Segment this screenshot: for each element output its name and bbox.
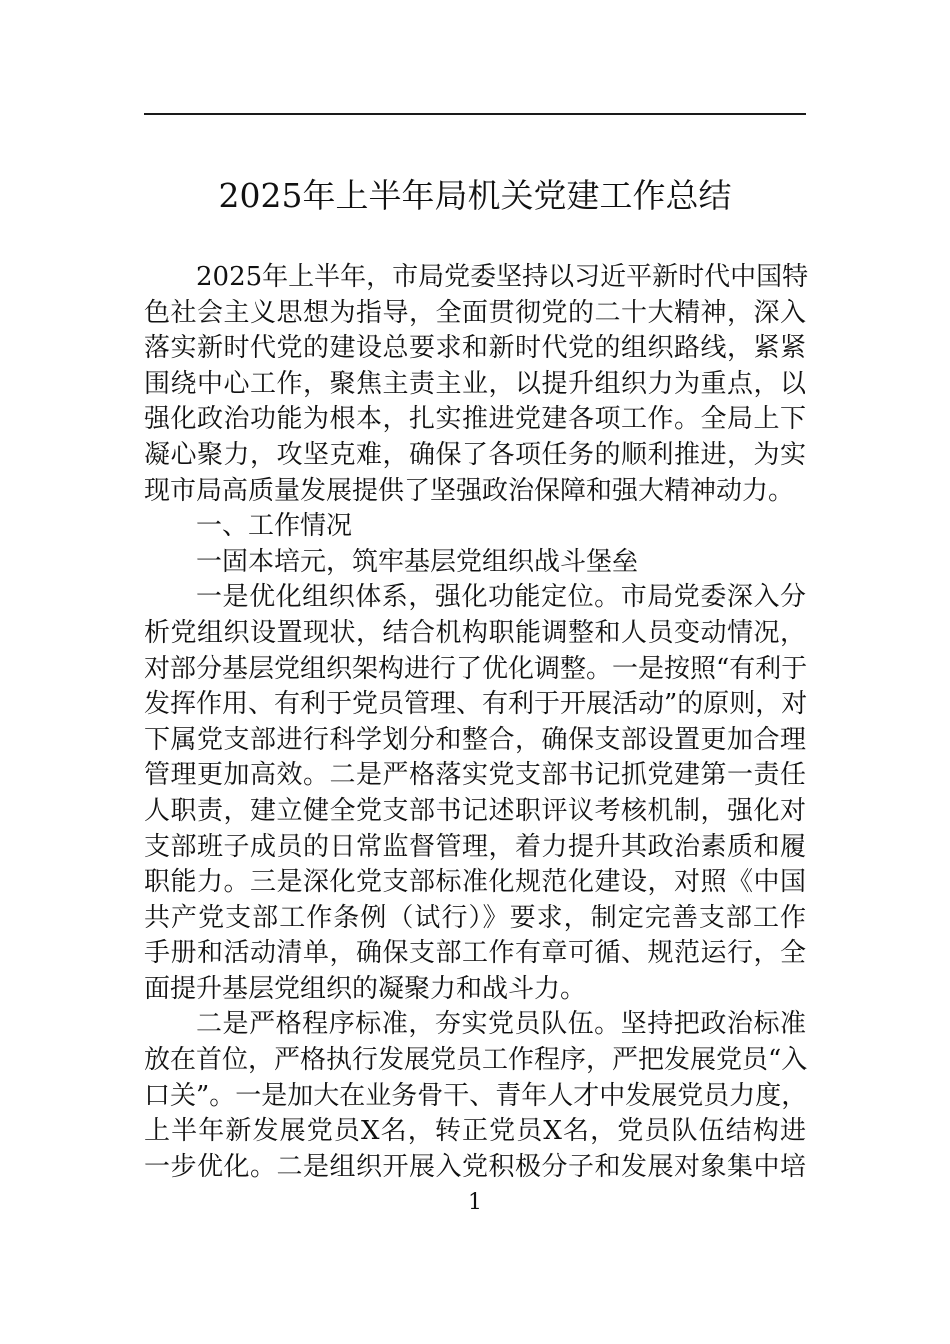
body-line: 析党组织设置现状，结合机构职能调整和人员变动情况， <box>144 617 806 648</box>
body-line: 上半年新发展党员X名，转正党员X名，党员队伍结构进 <box>144 1116 806 1147</box>
body-line: 凝心聚力，攻坚克难，确保了各项任务的顺利推进，为实 <box>144 439 806 470</box>
body-line: 共产党支部工作条例（试行）》要求，制定完善支部工作 <box>144 902 806 933</box>
body-line: 对部分基层党组织架构进行了优化调整。一是按照“有利于 <box>144 653 808 684</box>
body-line: 放在首位，严格执行发展党员工作程序，严把发展党员“入 <box>144 1045 808 1076</box>
body-line: 发挥作用、有利于党员管理、有利于开展活动”的原则，对 <box>144 689 808 720</box>
document-title: 2025年上半年局机关党建工作总结 <box>218 176 732 215</box>
body-line: 手册和活动清单，确保支部工作有章可循、规范运行，全 <box>144 938 806 969</box>
body-line: 强化政治功能为根本，扎实推进党建各项工作。全局上下 <box>144 404 806 435</box>
body-line: 现市局高质量发展提供了坚强政治保障和强大精神动力。 <box>144 475 795 506</box>
body-line: 一是优化组织体系，强化功能定位。市局党委深入分 <box>196 582 806 613</box>
body-line: 支部班子成员的日常监督管理，着力提升其政治素质和履 <box>144 831 806 862</box>
body-line: 二是严格程序标准，夯实党员队伍。坚持把政治标准 <box>196 1009 806 1040</box>
body-line: 一步优化。二是组织开展入党积极分子和发展对象集中培 <box>144 1151 806 1182</box>
header-rule <box>144 113 806 115</box>
page-number: 1 <box>468 1190 482 1215</box>
subsection-heading: 一固本培元，筑牢基层党组织战斗堡垒 <box>196 546 639 577</box>
document-body <box>144 260 809 1185</box>
body-line: 2025年上半年，市局党委坚持以习近平新时代中国特 <box>196 262 809 292</box>
body-line: 口关”。一是加大在业务骨干、青年人才中发展党员力度， <box>144 1080 808 1111</box>
body-line: 落实新时代党的建设总要求和新时代党的组织路线，紧紧 <box>144 333 806 364</box>
body-line: 人职责，建立健全党支部书记述职评议考核机制，强化对 <box>144 795 806 826</box>
body-line: 下属党支部进行科学划分和整合，确保支部设置更加合理 <box>144 724 806 755</box>
body-line: 色社会主义思想为指导，全面贯彻党的二十大精神，深入 <box>144 297 806 328</box>
body-line: 管理更加高效。二是严格落实党支部书记抓党建第一责任 <box>144 760 806 791</box>
body-line: 职能力。三是深化党支部标准化规范化建设，对照《中国 <box>144 867 806 898</box>
body-line: 围绕中心工作，聚焦主责主业，以提升组织力为重点，以 <box>144 368 806 399</box>
section-heading: 一、工作情况 <box>196 511 353 542</box>
body-line: 面提升基层党组织的凝聚力和战斗力。 <box>144 973 587 1004</box>
